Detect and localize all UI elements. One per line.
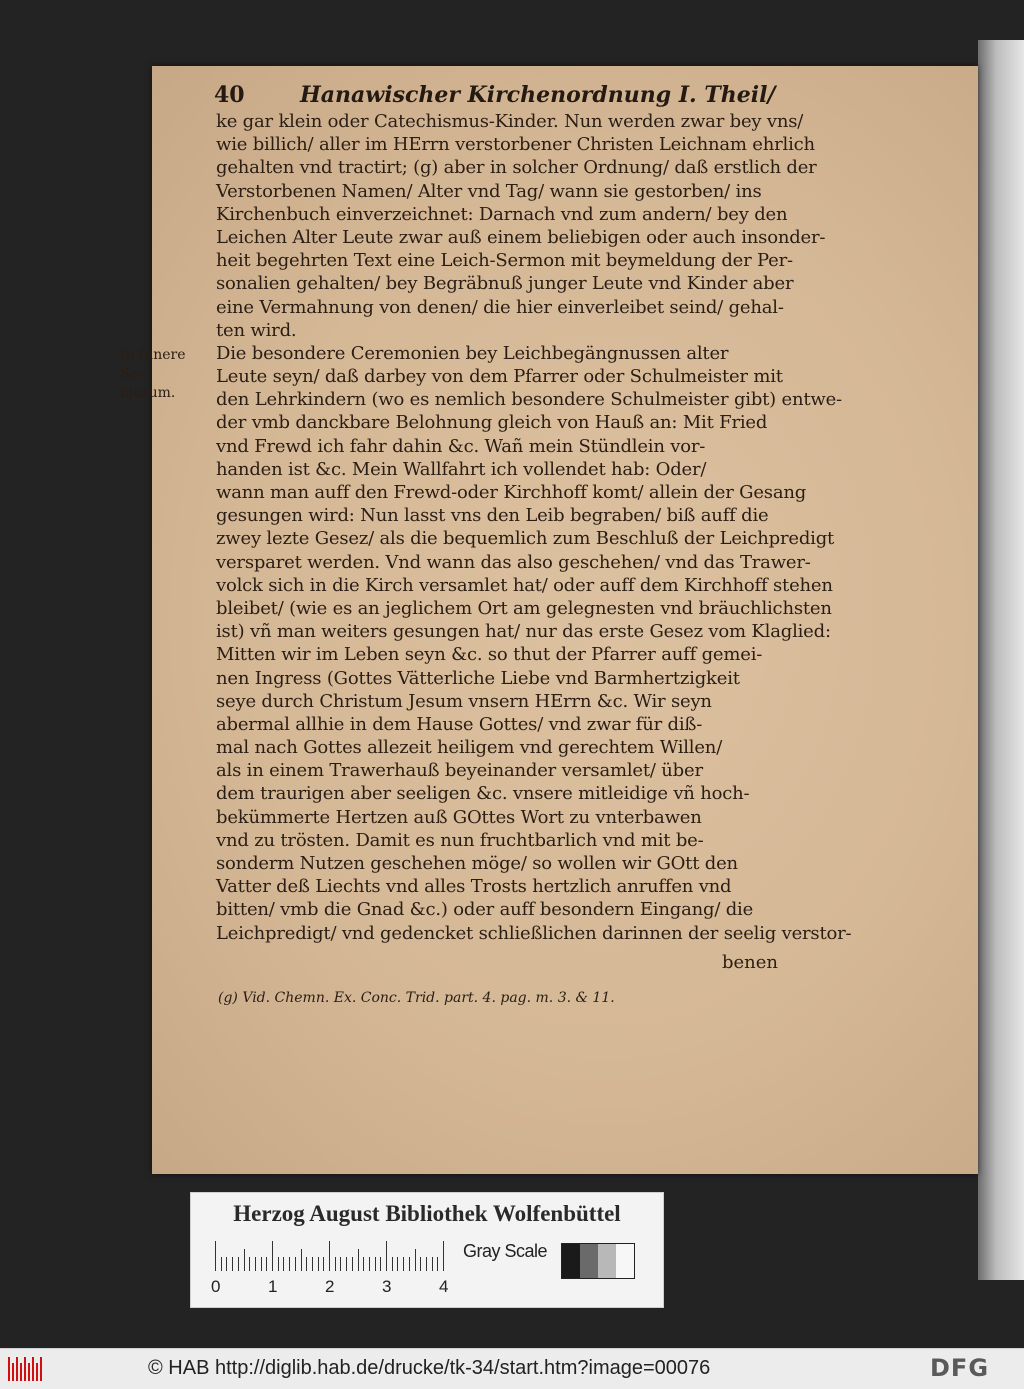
text-line: dem traurigen aber seeligen &c. vnsere mitleidige vñ hoch- [216,783,750,805]
dfg-logo: DFG [930,1354,990,1382]
text-line: heit begehrten Text eine Leich-Sermon mit beymeldung der Per- [216,250,793,272]
ruler-tick [249,1257,250,1271]
ruler-tick [306,1257,307,1271]
footnote: (g) Vid. Chemn. Ex. Conc. Trid. part. 4. pag. m. 3. & 11. [218,990,615,1006]
logo-bar [24,1357,26,1381]
ruler-tick [392,1257,393,1271]
ruler-tick [266,1257,267,1271]
running-head: Hanawischer Kirchenordnung I. Theil/ [300,82,776,108]
logo-bar [16,1357,18,1381]
footer-bar [0,1348,1024,1389]
ruler-label: 1 [268,1277,278,1296]
logo-bar [40,1357,42,1381]
text-line: volck sich in die Kirch versamlet hat/ oder auff dem Kirchhoff stehen [216,574,833,596]
ruler-tick [261,1257,262,1271]
ruler-tick [358,1249,359,1271]
text-line: Kirchenbuch einverzeichnet: Darnach vnd zum andern/ bey den [216,203,788,225]
ruler-tick [369,1257,370,1271]
ruler-tick [443,1241,444,1271]
ruler-tick [432,1257,433,1271]
margin-note [120,346,206,403]
ruler-tick [312,1257,313,1271]
ruler-tick [352,1257,353,1271]
ruler-tick [403,1257,404,1271]
ruler-tick [278,1257,279,1271]
margin-note-line: In funere Se- [120,347,186,382]
ruler-label: 2 [325,1277,335,1296]
text-line: bitten/ vmb die Gnad &c.) oder auff besondern Eingang/ die [216,899,754,921]
text-line: abermal allhie in dem Hause Gottes/ vnd zwar für diß- [216,713,703,735]
ruler-tick [301,1249,302,1271]
logo-bar [8,1357,10,1381]
text-line: Leute seyn/ daß darbey von dem Pfarrer oder Schulmeister mit [216,366,783,388]
text-line: zwey lezte Gesez/ als die bequemlich zum Beschluß der Leichpredigt [216,528,835,550]
text-line: bleibet/ (wie es an jeglichem Ort am gelegnesten vnd bräuchlichsten [216,597,832,619]
ruler-tick [329,1241,330,1271]
ruler-tick [426,1257,427,1271]
ruler-label: 3 [382,1277,392,1296]
logo-bar [36,1363,38,1381]
logo-bar [28,1363,30,1381]
text-line: ke gar klein oder Catechismus-Kinder. Nun werden zwar bey vns/ [216,111,804,132]
text-line: ist) vñ man weiters gesungen hat/ nur das erste Gesez vom Klaglied: [216,621,831,643]
text-line: vnd Frewd ich fahr dahin &c. Wañ mein Stündlein vor- [216,435,706,457]
hab-logo-icon [8,1357,42,1381]
color-calibration-card [190,1192,664,1308]
ruler-tick [420,1257,421,1271]
page-number: 40 [214,82,245,108]
text-line: versparet werden. Vnd wann das also geschehen/ vnd das Trawer- [216,551,811,573]
ruler-tick [335,1257,336,1271]
text-line: Verstorbenen Namen/ Alter vnd Tag/ wann sie gestorben/ ins [216,180,762,202]
text-line: Die besondere Ceremonien bey Leichbegängnussen alter [216,342,729,364]
text-line: mal nach Gottes allezeit heiligem vnd gerechtem Willen/ [216,737,723,759]
ruler-tick [283,1257,284,1271]
ruler-tick [221,1257,222,1271]
text-line: sonderm Nutzen geschehen möge/ so wollen wir GOtt den [216,853,738,874]
text-line: Mitten wir im Leben seyn &c. so thut der Pfarrer auff gemei- [216,644,763,666]
text-line: eine Vermahnung von denen/ die hier einverleibet seind/ gehal- [216,296,784,318]
ruler-tick [409,1257,410,1271]
logo-bar [12,1363,14,1381]
card-title: Herzog August Bibliothek Wolfenbüttel [233,1201,621,1226]
ruler-tick [238,1257,239,1271]
text-line: wie billich/ aller im HErrn verstorbener Christen Leichnam ehrlich [216,134,815,156]
body-text [216,110,852,945]
text-line: Leichen Alter Leute zwar auß einem beliebigen oder auch insonder- [216,226,826,248]
text-line: als in einem Trawerhauß beyeinander versamlet/ über [216,760,703,782]
gray-swatch [562,1244,580,1278]
text-line: sonalien gehalten/ bey Begräbnuß junger Leute vnd Kinder aber [216,273,794,295]
text-line: gesungen wird: Nun lasst vns den Leib begraben/ biß auff die [216,505,769,527]
ruler-tick [340,1257,341,1271]
logo-bar [32,1357,34,1381]
text-line: seye durch Christum Jesum vnsern HErrn &c. Wir seyn [216,690,712,712]
text-line: Vatter deß Liechts vnd alles Trosts hertzlich anruffen vnd [216,876,732,898]
ruler-tick [232,1257,233,1271]
catchword: benen [722,952,779,973]
gray-scale-label: Gray Scale [463,1241,548,1261]
ruler-label: 4 [439,1277,449,1296]
ruler-tick [375,1257,376,1271]
ruler-tick [346,1257,347,1271]
footer-credit[interactable]: © HAB http://diglib.hab.de/drucke/tk-34/start.htm?image=00076 [148,1357,711,1379]
ruler-tick [415,1249,416,1271]
ruler-tick [244,1249,245,1271]
ruler-scale [215,1241,445,1271]
ruler-tick [289,1257,290,1271]
ruler-tick [215,1241,216,1271]
text-line: wann man auff den Frewd-oder Kirchhoff komt/ allein der Gesang [216,482,807,503]
ruler-tick [323,1257,324,1271]
ruler-label: 0 [211,1277,221,1296]
text-line: Leichpredigt/ vnd gedencket schließlichen darinnen der seelig verstor- [216,922,852,944]
text-line: gehalten vnd tractirt; (g) aber in solcher Ordnung/ daß erstlich der [216,157,817,179]
book-edge [978,40,1024,1280]
ruler-tick [226,1257,227,1271]
margin-note-line: niorum. [120,385,176,401]
ruler-tick [295,1257,296,1271]
gray-swatch [616,1244,634,1278]
text-line: den Lehrkindern (wo es nemlich besondere Schulmeister gibt) entwe- [216,389,842,411]
ruler-tick [397,1257,398,1271]
gray-scale-swatches [561,1243,635,1279]
text-line: der vmb danckbare Belohnung gleich von Hauß an: Mit Fried [216,412,768,434]
ruler-tick [386,1241,387,1271]
text-line: bekümmerte Hertzen auß GOttes Wort zu vnterbawen [216,806,702,828]
text-line: vnd zu trösten. Damit es nun fruchtbarlich vnd mit be- [216,829,704,851]
text-line: handen ist &c. Mein Wallfahrt ich vollendet hab: Oder/ [216,458,707,480]
ruler-tick [380,1257,381,1271]
gray-swatch [598,1244,616,1278]
text-line: ten wird. [216,319,297,341]
text-line: nen Ingress (Gottes Vätterliche Liebe vnd Barmhertzigkeit [216,667,740,689]
logo-bar [20,1363,22,1381]
ruler-tick [255,1257,256,1271]
ruler-tick [363,1257,364,1271]
gray-swatch [580,1244,598,1278]
ruler-tick [437,1257,438,1271]
ruler-tick [318,1257,319,1271]
ruler-tick [272,1241,273,1271]
